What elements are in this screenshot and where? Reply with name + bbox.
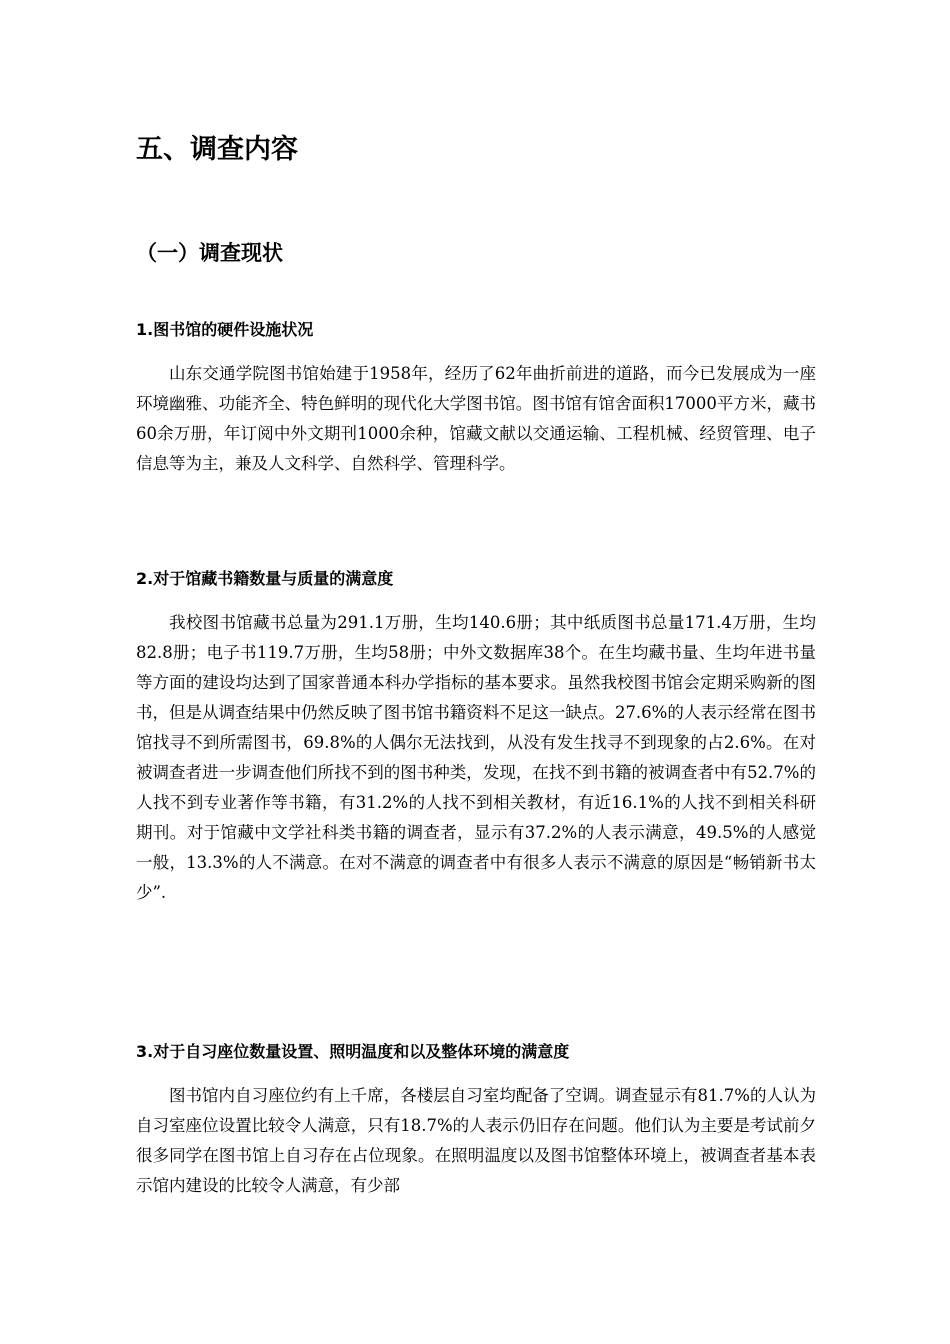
paragraph-study-seats: 图书馆内自习座位约有上千席，各楼层自习室均配备了空调。调查显示有81.7%的人认为自习室座位设置比较令人满意，只有18.7%的人表示仍旧存在问题。他们认为主要是考试前夕很多同学在图书馆上自习存在占位现象。在照明温度以及图书馆整体环境上，被调查者基本表示馆内建设的比较令人满意，有少部	[136, 1086, 816, 1195]
subsection-heading-study-seats: 3.对于自习座位数量设置、照明温度和以及整体环境的满意度	[136, 1042, 570, 1061]
section-heading: （一）调查现状	[136, 241, 283, 265]
document-title: 五、调查内容	[136, 134, 298, 165]
subsection-heading-hardware: 1.图书馆的硬件设施状况	[136, 320, 314, 339]
subsection-heading-collection: 2.对于馆藏书籍数量与质量的满意度	[136, 569, 394, 588]
paragraph-collection: 我校图书馆藏书总量为291.1万册，生均140.6册；其中纸质图书总量171.4万册，生均82.8册；电子书119.7万册，生均58册；中外文数据库38个。在生均藏书量、生均年进书量等方面的建设均达到了国家普通本科办学指标的基本要求。虽然我校图书馆会定期采购新的图书，但是从调查结果中仍然反映了图书馆书籍资料不足这一缺点。27.6%的人表示经常在图书馆找寻不到所需图书，69.8%的人偶尔无法找到，从没有发生找寻不到现象的占2.6%。在对被调查者进一步调查他们所找不到的图书种类，发现，在找不到书籍的被调查者中有52.7%的人找不到专业著作等书籍，有31.2%的人找不到相关教材，有近16.1%的人找不到相关科研期刊。对于馆藏中文学社科类书籍的调查者，显示有37.2%的人表示满意，49.5%的人感觉一般，13.3%的人不满意。在对不满意的调查者中有很多人表示不满意的原因是“畅销新书太少”.	[136, 613, 816, 902]
paragraph-hardware: 山东交通学院图书馆始建于1958年，经历了62年曲折前进的道路，而今已发展成为一座环境幽雅、功能齐全、特色鲜明的现代化大学图书馆。图书馆有馆舍面积17000平方米，藏书60余万册，年订阅中外文期刊1000余种，馆藏文献以交通运输、工程机械、经贸管理、电子信息等为主，兼及人文科学、自然科学、管理科学。	[136, 364, 816, 473]
